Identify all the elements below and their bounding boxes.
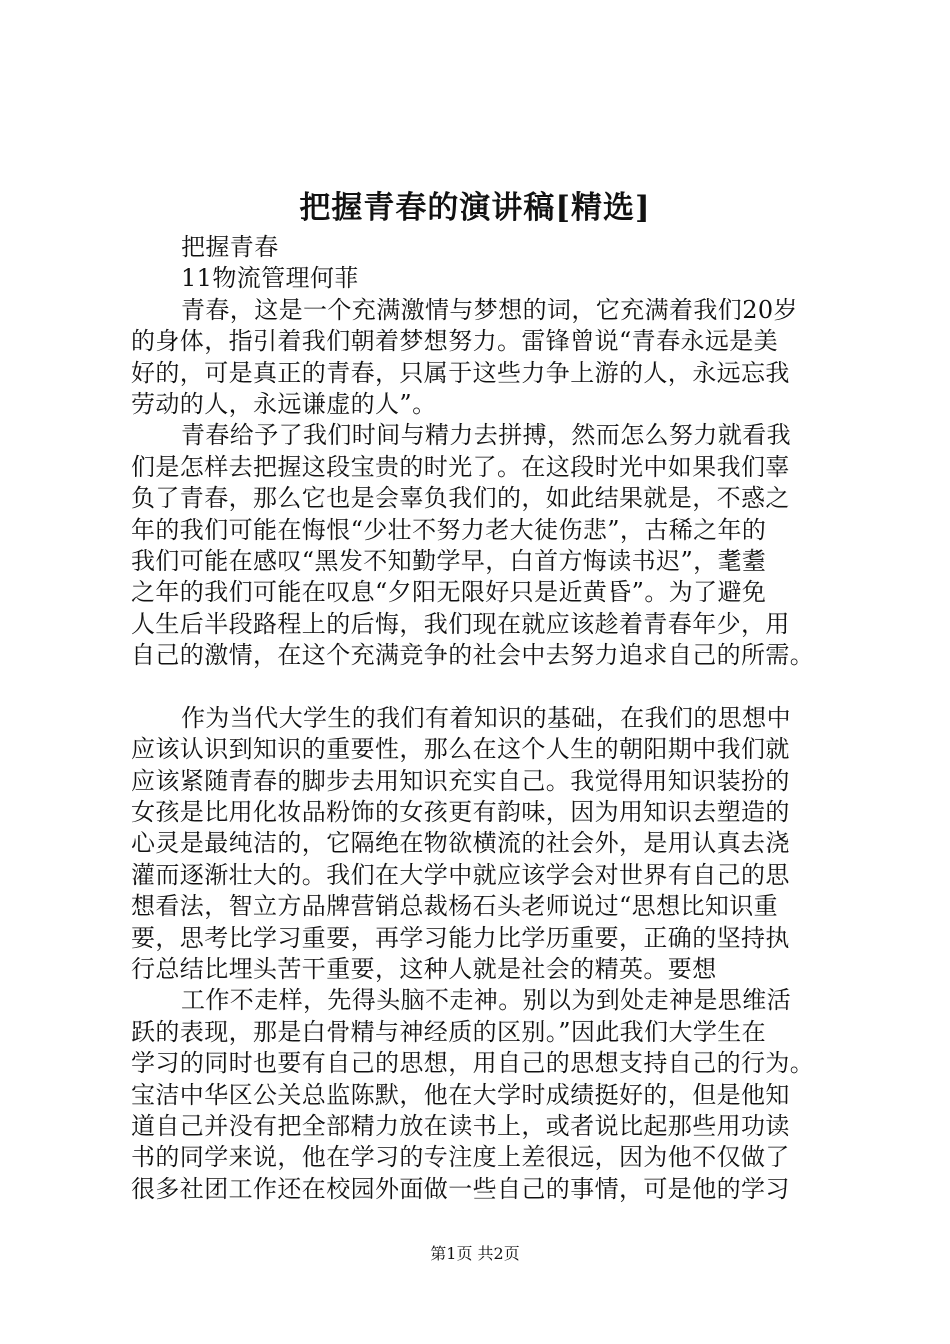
text-line: 自己的激情，在这个充满竞争的社会中去努力追求自己的所需。 <box>131 641 815 670</box>
text-line: 工作不走样，先得头脑不走神。别以为到处走神是思维活 <box>181 986 791 1015</box>
text-line: 女孩是比用化妆品粉饰的女孩更有韵味，因为用知识去塑造的 <box>131 798 790 827</box>
text-line: 的身体，指引着我们朝着梦想努力。雷锋曾说“青春永远是美 <box>131 327 779 356</box>
text-line: 作为当代大学生的我们有着知识的基础，在我们的思想中 <box>181 703 791 732</box>
document-title: 把握青春的演讲稿[精选] <box>299 190 651 226</box>
text-line: 宝洁中华区公关总监陈默，他在大学时成绩挺好的，但是他知 <box>131 1080 790 1109</box>
text-line: 把握青春 <box>181 233 279 261</box>
text-line: 好的，可是真正的青春，只属于这些力争上游的人，永远忘我 <box>131 358 790 387</box>
text-line: 行总结比埋头苦干重要，这种人就是社会的精英。要想 <box>131 954 717 983</box>
text-line: 灌而逐渐壮大的。我们在大学中就应该学会对世界有自己的思 <box>131 860 790 889</box>
text-line: 应该认识到知识的重要性，那么在这个人生的朝阳期中我们就 <box>131 735 790 764</box>
text-line <box>131 671 851 702</box>
text-line: 要，思考比学习重要，再学习能力比学历重要，正确的坚持执 <box>131 923 790 952</box>
text-line: 负了青春，那么它也是会辜负我们的，如此结果就是，不惑之 <box>131 484 790 513</box>
text-line: 年的我们可能在悔恨“少壮不努力老大徒伤悲”，古稀之年的 <box>131 515 767 544</box>
text-line: 跃的表现，那是白骨精与神经质的区别。”因此我们大学生在 <box>131 1017 767 1046</box>
text-line: 之年的我们可能在叹息“夕阳无限好只是近黄昏”。为了避免 <box>131 578 767 607</box>
text-line: 青春给予了我们时间与精力去拼搏，然而怎么努力就看我 <box>181 421 791 450</box>
text-line: 应该紧随青春的脚步去用知识充实自己。我觉得用知识装扮的 <box>131 766 790 795</box>
text-line: 道自己并没有把全部精力放在读书上，或者说比起那些用功读 <box>131 1111 790 1140</box>
document-body <box>131 232 851 1205</box>
text-line: 想看法，智立方品牌营销总裁杨石头老师说过“思想比知识重 <box>131 892 779 921</box>
text-line: 书的同学来说，他在学习的专注度上差很远，因为他不仅做了 <box>131 1143 790 1172</box>
text-line: 11物流管理何菲 <box>181 264 359 293</box>
text-line: 学习的同时也要有自己的思想，用自己的思想支持自己的行为。 <box>131 1049 815 1078</box>
text-line: 很多社团工作还在校园外面做一些自己的事情，可是他的学习 <box>131 1174 790 1203</box>
text-line: 我们可能在感叹“黑发不知勤学早，白首方悔读书迟”，耄耋 <box>131 546 767 575</box>
text-line: 心灵是最纯洁的，它隔绝在物欲横流的社会外，是用认真去浇 <box>131 829 790 858</box>
text-line: 们是怎样去把握这段宝贵的时光了。在这段时光中如果我们辜 <box>131 452 790 481</box>
text-line: 青春，这是一个充满激情与梦想的词，它充满着我们20岁 <box>181 295 798 324</box>
page-footer: 第1页 共2页 <box>430 1244 520 1263</box>
text-line: 人生后半段路程上的后悔，我们现在就应该趁着青春年少，用 <box>131 609 790 638</box>
text-line: 劳动的人，永远谦虚的人”。 <box>131 389 437 418</box>
